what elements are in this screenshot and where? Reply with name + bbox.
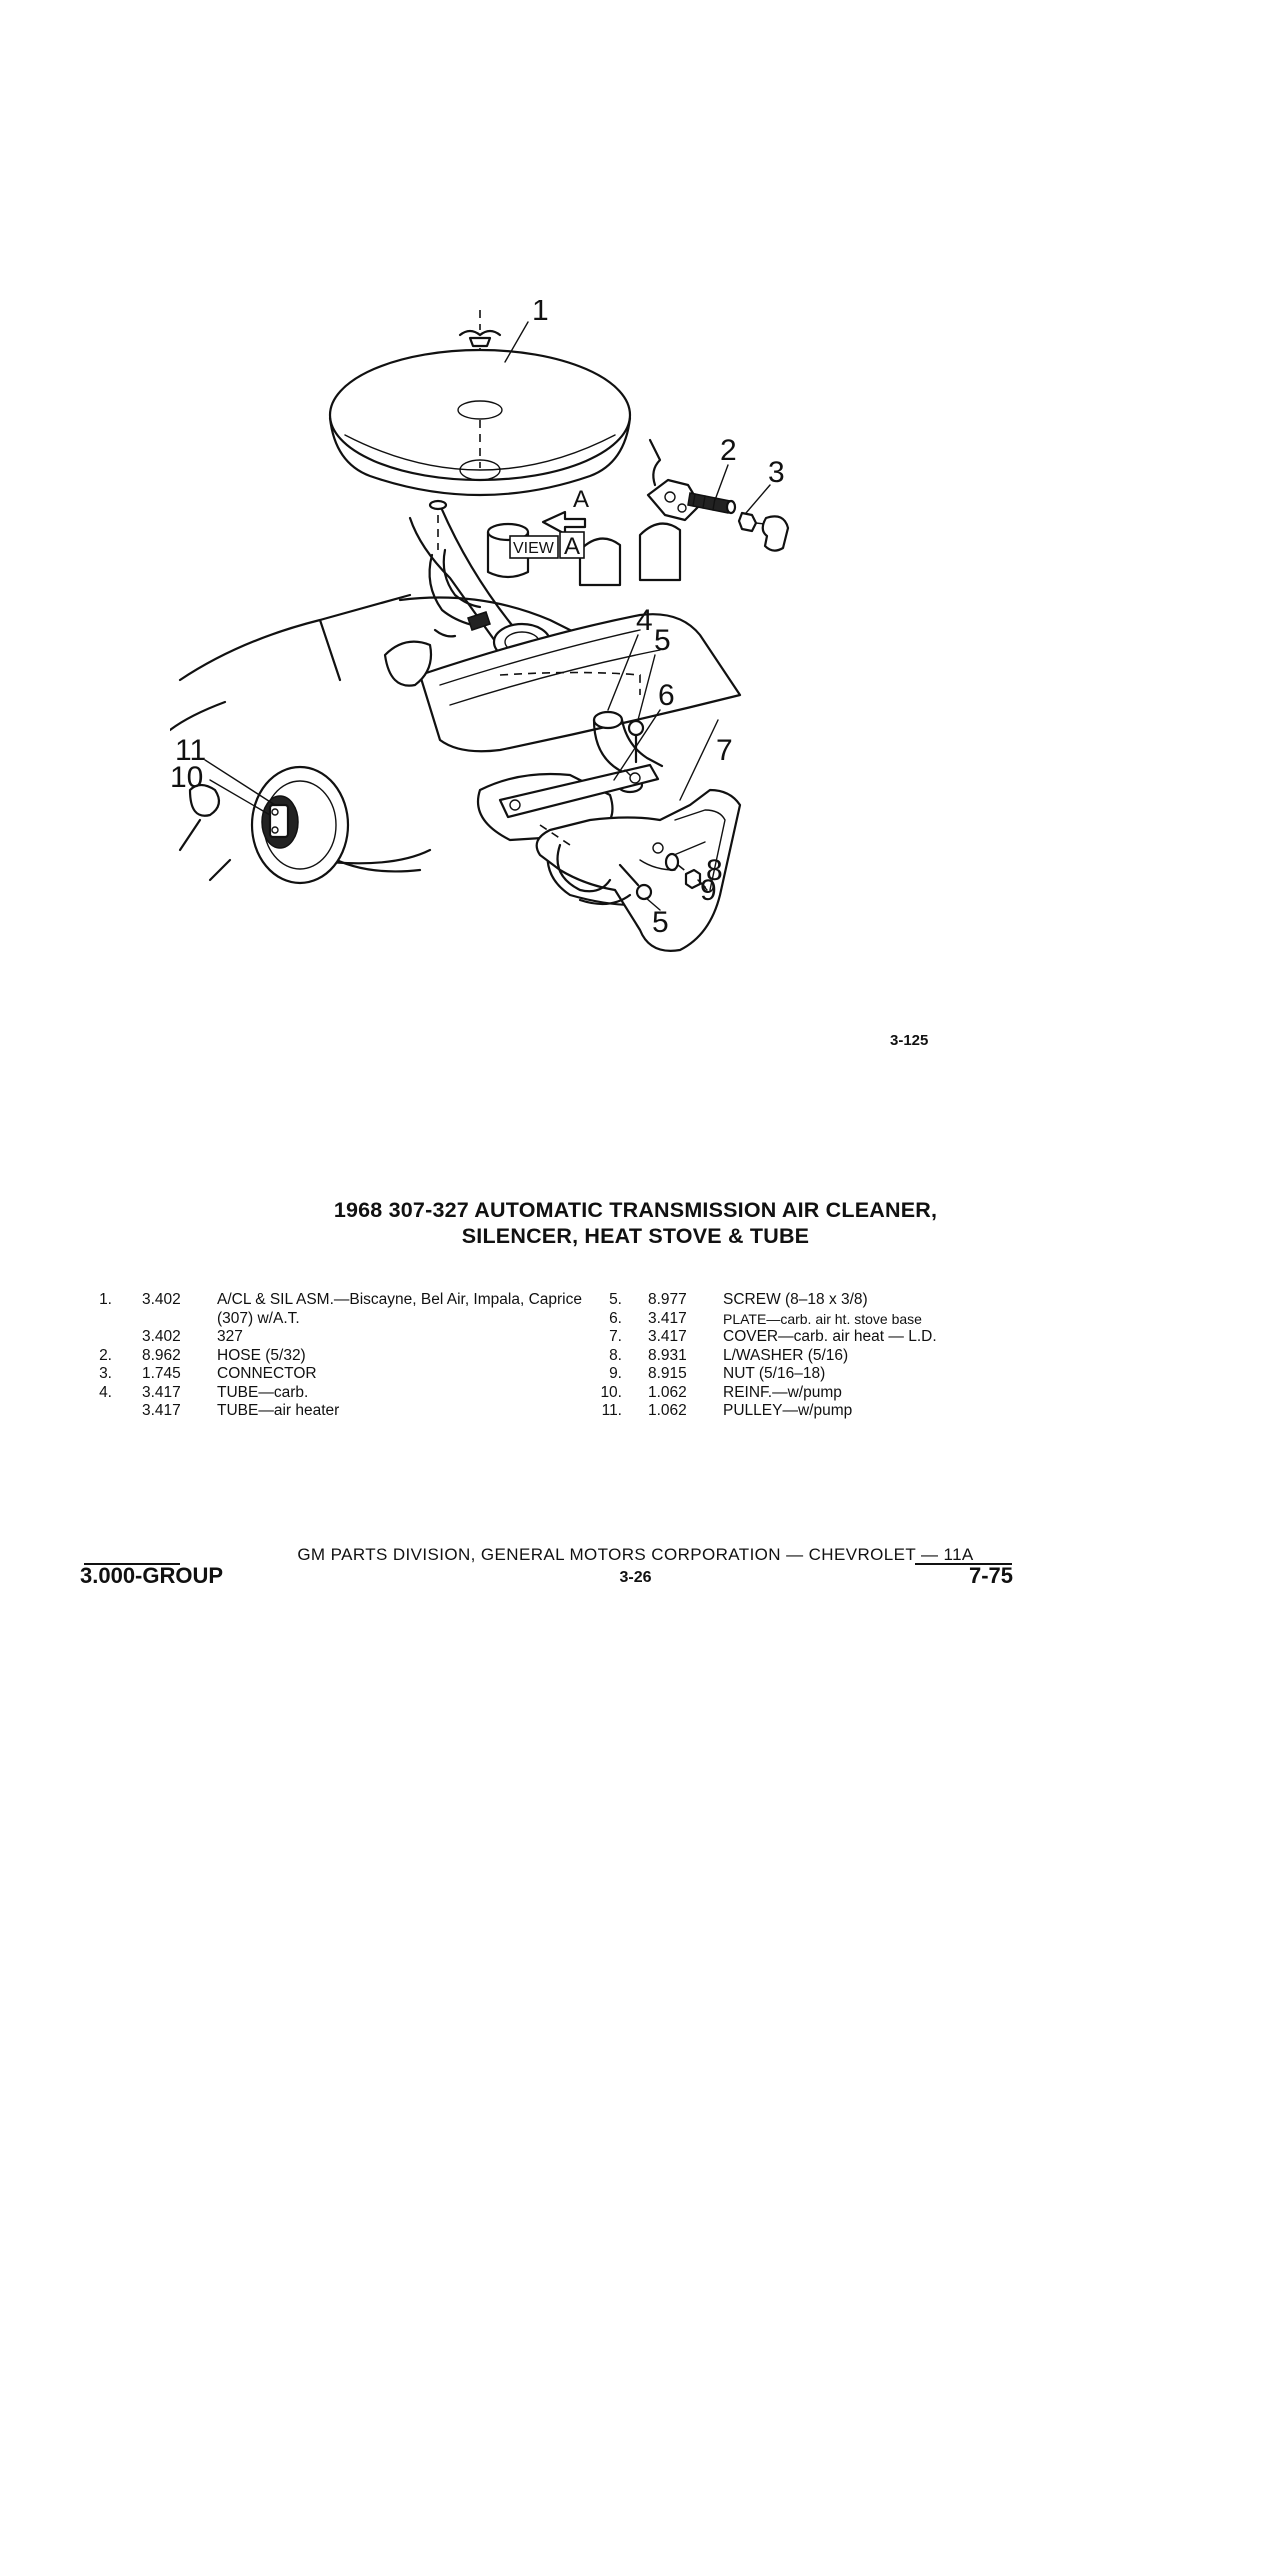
part-number: 5. <box>609 1291 622 1308</box>
part-group: 3.417 <box>648 1309 687 1327</box>
callout-4: 4 <box>636 604 653 637</box>
part-group: 1.062 <box>648 1402 687 1419</box>
part-group: 1.062 <box>648 1383 687 1401</box>
callout-9: 9 <box>700 874 717 907</box>
part-number: 6. <box>609 1309 622 1327</box>
part-description: PULLEY—w/pump <box>723 1402 853 1419</box>
part-description: COVER—carb. air heat — L.D. <box>723 1328 937 1345</box>
callout-11: 11 <box>175 734 207 767</box>
part-number: 7. <box>609 1328 622 1345</box>
callout-5: 5 <box>654 624 671 657</box>
callout-2: 2 <box>720 434 737 467</box>
part-description: 327 <box>217 1328 243 1345</box>
part-group: 8.915 <box>648 1365 687 1382</box>
part-description: PLATE—carb. air ht. stove base <box>723 1310 922 1327</box>
part-number: 3. <box>99 1365 112 1382</box>
part-group: 3.417 <box>648 1328 687 1345</box>
part-group: 8.962 <box>142 1346 181 1364</box>
part-description: REINF.—w/pump <box>723 1383 842 1401</box>
view-label: VIEW <box>513 540 554 557</box>
footer-date-code: 7-75 <box>968 1563 1013 1588</box>
part-number: 8. <box>609 1346 622 1364</box>
footer-division-text: GM PARTS DIVISION, GENERAL MOTORS CORPORATION — CHEVROLET — 11A <box>297 1545 974 1564</box>
callout-5-lower: 5 <box>652 906 669 939</box>
part-group: 8.931 <box>648 1346 687 1364</box>
part-group: 3.402 <box>142 1328 181 1345</box>
part-number: 11. <box>601 1402 622 1419</box>
part-description: CONNECTOR <box>217 1365 317 1382</box>
part-description: TUBE—carb. <box>217 1383 309 1401</box>
exploded-parts-illustration <box>170 300 1000 1060</box>
water-pump-pulley <box>190 767 348 883</box>
part-group: 3.417 <box>142 1402 181 1419</box>
figure-reference: 3-125 <box>890 1032 929 1049</box>
callout-8: 8 <box>706 854 723 887</box>
heat-stove-cover <box>500 712 740 951</box>
view-a-arrow <box>543 512 585 534</box>
part-number: 2. <box>99 1346 112 1364</box>
callout-1: 1 <box>532 300 549 327</box>
callout-7: 7 <box>716 734 733 767</box>
part-description: NUT (5/16–18) <box>723 1365 826 1382</box>
callout-6: 6 <box>658 679 675 712</box>
part-description: HOSE (5/32) <box>217 1346 306 1364</box>
part-group: 1.745 <box>142 1365 181 1382</box>
callout-10: 10 <box>170 761 204 794</box>
part-description: L/WASHER (5/16) <box>723 1346 849 1364</box>
part-description: TUBE—air heater <box>217 1402 340 1419</box>
callout-3: 3 <box>768 456 785 489</box>
part-number: 4. <box>99 1383 112 1401</box>
page-title-line-1: 1968 307-327 AUTOMATIC TRANSMISSION AIR CLEANER, <box>333 1198 938 1222</box>
part-group: 8.977 <box>648 1291 687 1308</box>
footer-group-label: 3.000-GROUP <box>80 1563 224 1588</box>
part-description: A/CL & SIL ASM.—Biscayne, Bel Air, Impala, Caprice (307) w/A.T. <box>217 1291 582 1327</box>
part-number: 1. <box>99 1291 112 1308</box>
part-number: 10. <box>600 1383 622 1401</box>
part-number: 9. <box>609 1365 622 1382</box>
arrow-a-label: A <box>573 486 590 513</box>
part-group: 3.402 <box>142 1291 181 1308</box>
part-group: 3.417 <box>142 1383 181 1401</box>
view-letter: A <box>564 533 581 560</box>
part-description: SCREW (8–18 x 3/8) <box>723 1291 868 1308</box>
view-a-detail <box>648 440 788 551</box>
page-title-line-2: SILENCER, HEAT STOVE & TUBE <box>461 1224 810 1248</box>
footer-page-number: 3-26 <box>619 1569 652 1586</box>
